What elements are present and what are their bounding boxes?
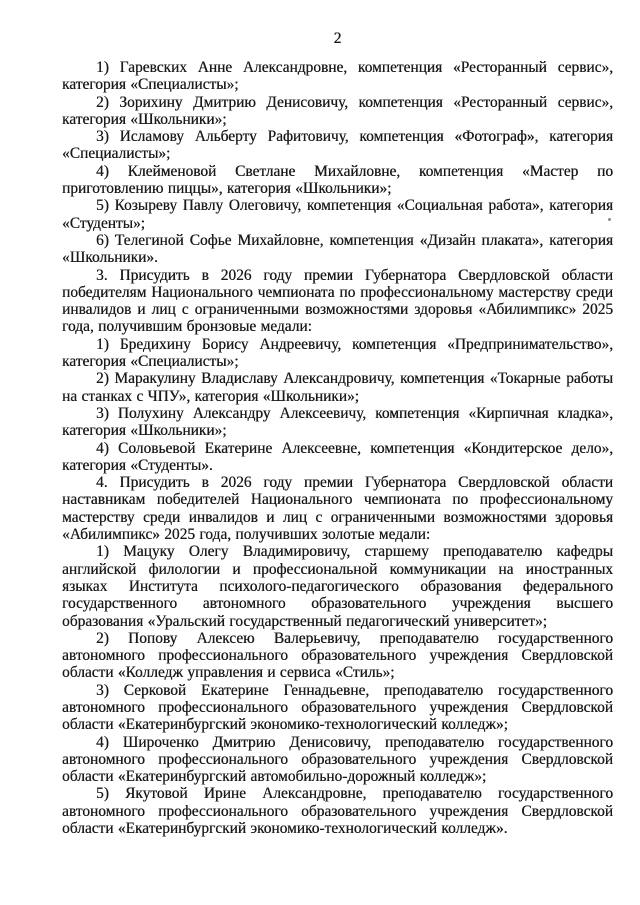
paragraph: 3) Исламову Альберту Рафитовичу, компетенция «Фотограф», категория «Специалисты»; xyxy=(62,128,613,163)
paragraph: 5) Якутовой Ирине Александровне, преподавателю государственного автономного профессионального образовательного учреждения Свердловской области «Екатеринбургский экономико-технологический колледж». xyxy=(62,785,613,838)
paragraph: 4) Широченко Дмитрию Денисовичу, преподавателю государственного автономного профессионального образовательного учреждения Свердловской области «Екатеринбургский автомобильно-дорожный колледж»; xyxy=(62,733,613,786)
page-number: 2 xyxy=(333,30,342,47)
paragraph: 3. Присудить в 2026 году премии Губернатора Свердловской области победителям Национального чемпионата по профессиональному мастерству среди инвалидов и лиц с ограниченными возможностями здоровья «Абилимпикс» 2025 года, получившим бронзовые медали: xyxy=(62,266,613,336)
paragraph: 4) Клейменовой Светлане Михайловне, компетенция «Мастер по приготовлению пиццы», категория «Школьники»; xyxy=(62,162,613,198)
paragraph: 1) Бредихину Борису Андреевичу, компетенция «Предпринимательство», категория «Специалисты»; xyxy=(62,335,613,371)
paragraph: 6) Телегиной Софье Михайловне, компетенция «Дизайн плаката», категория «Школьники». xyxy=(62,231,613,267)
paragraph: 4. Присудить в 2026 году премии Губернатора Свердловской области наставникам победителей Национального чемпионата по профессиональному мастерству среди инвалидов и лиц с ограниченными возможностями здоровья «Абилимпикс» 2025 года, получивших золотые медали: xyxy=(62,474,613,544)
paragraph: 2) Маракулину Владиславу Александровичу, компетенция «Токарные работы на станках с ЧПУ», категория «Школьники»; xyxy=(62,370,613,405)
paragraph: 5) Козыреву Павлу Олеговичу, компетенция «Социальная работа», категория «Студенты»; xyxy=(62,197,613,232)
paragraph: 3) Серковой Екатерине Геннадьевне, преподавателю государственного автономного профессионального образовательного учреждения Свердловской области «Екатеринбургский экономико-технологический колледж»; xyxy=(62,681,613,734)
paragraph: 4) Соловьевой Екатерине Алексеевне, компетенция «Кондитерское дело», категория «Студенты». xyxy=(62,439,613,474)
paragraph: 2) Зорихину Дмитрию Денисовичу, компетенция «Ресторанный сервис», категория «Школьники»; xyxy=(62,93,613,128)
document-body xyxy=(62,59,613,837)
paragraph: 2) Попову Алексею Валерьевичу, преподавателю государственного автономного профессионального образовательного учреждения Свердловской области «Колледж управления и сервиса «Стиль»; xyxy=(62,629,613,682)
paragraph: 1) Мацуку Олегу Владимировичу, старшему преподавателю кафедры английской филологии и профессиональной коммуникации на иностранных языках Института психолого-педагогического образования федерального государственного автономного образовательного учреждения высшего образования «Уральский государственный педагогический университет»; xyxy=(62,543,613,630)
scan-artifact-dot xyxy=(608,218,611,221)
paragraph: 1) Гаревских Анне Александровне, компетенция «Ресторанный сервис», категория «Специалисты»; xyxy=(62,59,613,94)
paragraph: 3) Полухину Александру Алексеевичу, компетенция «Кирпичная кладка», категория «Школьники»; xyxy=(62,404,613,440)
